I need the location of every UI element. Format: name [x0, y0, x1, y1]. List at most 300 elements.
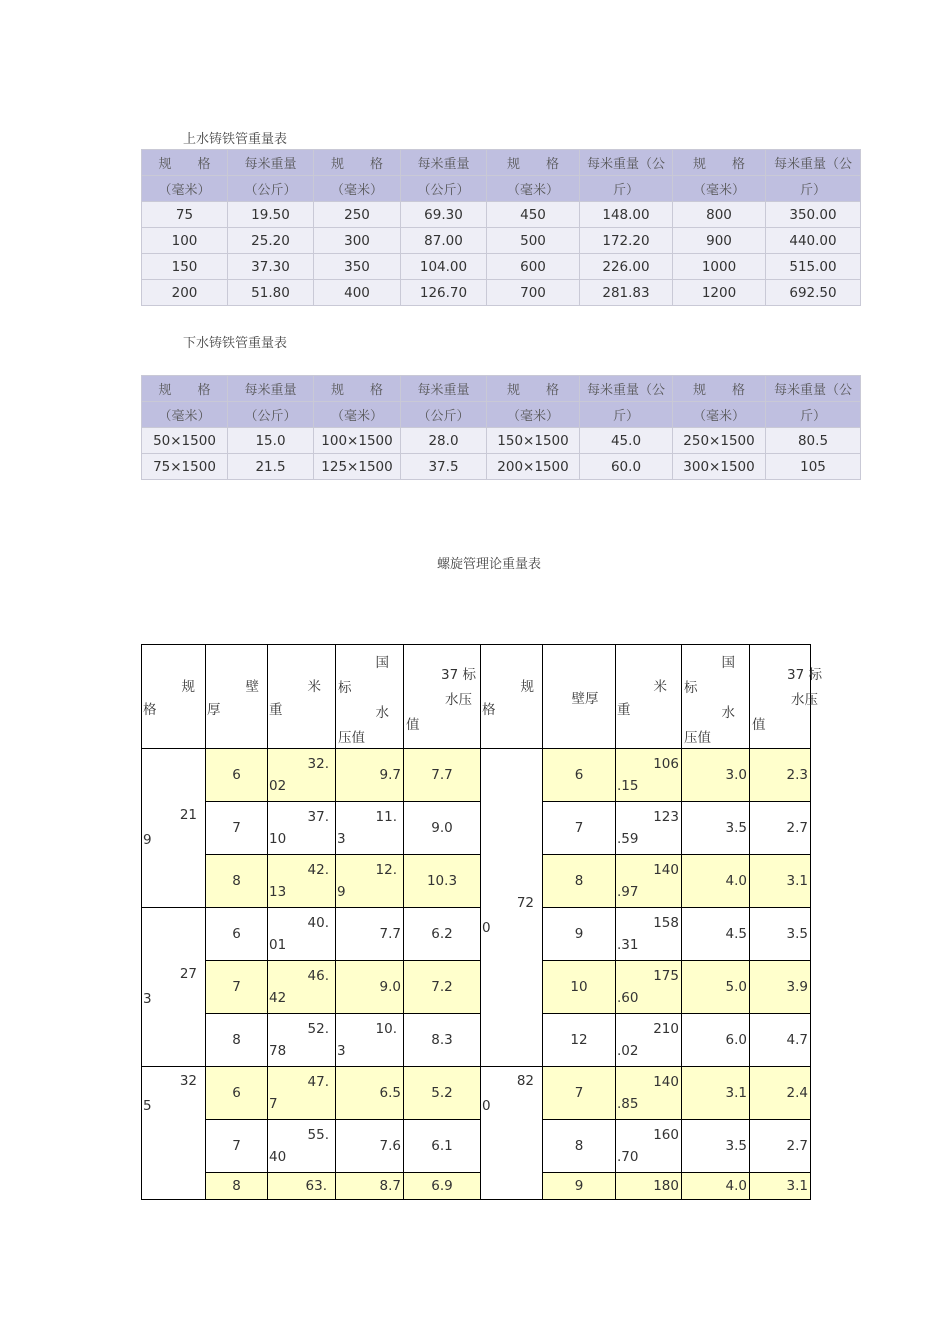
cell: 250×1500 [673, 428, 766, 454]
gb-cell [336, 1067, 404, 1120]
header-cell: （公斤） [228, 176, 314, 202]
cell-value: 4.0 [725, 873, 747, 889]
cell-value: 42. [307, 862, 329, 878]
cell-value: .02 [617, 1043, 639, 1059]
cell: 440.00 [766, 228, 861, 254]
cell-value: 7 [232, 820, 241, 836]
header-row [142, 402, 861, 428]
wall-cell [206, 1173, 268, 1200]
cell-value: 32. [307, 756, 329, 772]
weight-cell-2 [616, 749, 682, 802]
cell-value: 3.5 [786, 926, 808, 942]
header-cell: （毫米） [487, 176, 580, 202]
cell-value: 9.7 [379, 767, 401, 783]
cell: 51.80 [228, 280, 314, 306]
wall-cell-2 [543, 908, 616, 961]
cell-value: .70 [617, 1149, 639, 1165]
header-cell: 规 格 [487, 376, 580, 402]
header-cell: 规 格 [487, 150, 580, 176]
header-cell: （毫米） [673, 402, 766, 428]
cell-value: 13 [269, 884, 287, 900]
weight-cell [268, 855, 336, 908]
header-row [142, 150, 861, 176]
p37-cell-2 [750, 855, 811, 908]
cell-value: 10.3 [426, 873, 458, 889]
cell-value: 6 [232, 1085, 241, 1101]
wall-cell-2 [543, 1067, 616, 1120]
p37-cell [404, 1014, 481, 1067]
header-cell: （毫米） [673, 176, 766, 202]
spec-cell [142, 908, 206, 1067]
header-text: 米 [307, 679, 321, 695]
cell-value: 63. [305, 1178, 327, 1194]
cell: 150 [142, 254, 228, 280]
cell: 1000 [673, 254, 766, 280]
header-wall [206, 645, 268, 749]
header-text: 格 [143, 702, 157, 718]
spec-value: 32 [179, 1073, 197, 1089]
p37-cell [404, 1067, 481, 1120]
cell-value: .15 [617, 778, 639, 794]
cell: 104.00 [401, 254, 487, 280]
cell-value: 8 [232, 1032, 241, 1048]
header-gb-pressure [336, 645, 404, 749]
header-cell: （毫米） [487, 402, 580, 428]
cell-value: 8.7 [379, 1178, 401, 1194]
cell-value: .59 [617, 831, 639, 847]
cell: 350.00 [766, 202, 861, 228]
header-text: 规 [181, 679, 195, 695]
table-row [142, 1067, 811, 1120]
p37-cell-2 [750, 961, 811, 1014]
header-text: 米 [653, 679, 667, 695]
cell-value: 12 [570, 1032, 588, 1048]
p37-cell [404, 802, 481, 855]
cell-value: 2.4 [786, 1085, 808, 1101]
header-cell: 每米重量 [228, 376, 314, 402]
cell: 60.0 [580, 454, 673, 480]
wall-cell [206, 1067, 268, 1120]
cell-value: 37. [307, 809, 329, 825]
spec-cell [142, 749, 206, 908]
weight-cell [268, 1067, 336, 1120]
header-cell: 规 格 [314, 150, 401, 176]
wall-cell-2 [543, 855, 616, 908]
header-text: 水压 [445, 692, 472, 708]
table-row [142, 454, 861, 480]
weight-cell-2 [616, 1120, 682, 1173]
spec-cell-2 [481, 749, 543, 1067]
header-row [142, 645, 811, 749]
header-cell: 斤） [580, 176, 673, 202]
cell: 148.00 [580, 202, 673, 228]
cell-value: 40. [307, 915, 329, 931]
header-text: 壁厚 [571, 690, 599, 707]
weight-cell [268, 1120, 336, 1173]
header-text: 值 [752, 717, 766, 733]
cell: 69.30 [401, 202, 487, 228]
cell-value: 7.6 [379, 1138, 401, 1154]
cell-value: .60 [617, 990, 639, 1006]
cell-value: 12. [375, 862, 397, 878]
cell: 692.50 [766, 280, 861, 306]
cell: 100×1500 [314, 428, 401, 454]
header-cell: （公斤） [401, 402, 487, 428]
cell-value: 3.1 [786, 873, 808, 889]
cell: 15.0 [228, 428, 314, 454]
cell-value: 11. [375, 809, 397, 825]
cell-value: 3.5 [725, 1138, 747, 1154]
cell-value: 175 [653, 968, 679, 984]
weight-cell-2 [616, 855, 682, 908]
drain-pipe-table [141, 375, 861, 480]
p37-cell [404, 1120, 481, 1173]
header-cell: （毫米） [314, 176, 401, 202]
header-text: 标 [338, 680, 352, 696]
header-text: 厚 [207, 702, 221, 718]
cell-value: 6.5 [379, 1085, 401, 1101]
cell: 450 [487, 202, 580, 228]
gb-cell [336, 749, 404, 802]
spiral-pipe-table [141, 644, 822, 1200]
gb-cell-2 [682, 749, 750, 802]
cell-value: 9 [574, 926, 584, 942]
p37-cell [404, 855, 481, 908]
cell-value: .97 [617, 884, 639, 900]
gb-cell-2 [682, 961, 750, 1014]
cell: 28.0 [401, 428, 487, 454]
cell: 25.20 [228, 228, 314, 254]
header-text: 重 [269, 702, 283, 718]
table-row [142, 1120, 811, 1173]
weight-cell-2 [616, 908, 682, 961]
cell: 800 [673, 202, 766, 228]
header-spec [142, 645, 206, 749]
header-37-pressure [404, 645, 481, 749]
spec-cell [142, 1067, 206, 1200]
header-text: 37 标 [787, 667, 822, 683]
cell: 80.5 [766, 428, 861, 454]
cell-value: 6 [232, 767, 241, 783]
header-cell: 每米重量（公 [766, 376, 861, 402]
cell: 281.83 [580, 280, 673, 306]
weight-cell [268, 1014, 336, 1067]
header-cell: 每米重量 [401, 376, 487, 402]
header-cell: 规 格 [142, 150, 228, 176]
cell: 250 [314, 202, 401, 228]
cell: 900 [673, 228, 766, 254]
table-row [142, 1173, 811, 1200]
header-text: 壁 [245, 679, 259, 695]
p37-cell-2 [750, 908, 811, 961]
cell-value: 42 [269, 990, 287, 1006]
cell-value: 01 [269, 937, 287, 953]
header-text: 规 [520, 679, 534, 695]
weight-cell [268, 908, 336, 961]
p37-cell-2 [750, 1173, 811, 1200]
weight-cell-2 [616, 1067, 682, 1120]
spec-value: 5 [143, 1098, 152, 1114]
spec-value: 9 [143, 832, 152, 848]
spec-value: 27 [179, 966, 197, 982]
table1-title: 上水铸铁管重量表 [183, 132, 288, 147]
weight-cell [268, 802, 336, 855]
cell-value: 10 [570, 979, 588, 995]
header-cell: （公斤） [228, 402, 314, 428]
header-cell: 每米重量（公 [766, 150, 861, 176]
cell-value: 4.7 [786, 1032, 808, 1048]
header-wall-2 [543, 645, 616, 749]
cell: 19.50 [228, 202, 314, 228]
cell-value: 5.0 [725, 979, 747, 995]
cell: 515.00 [766, 254, 861, 280]
header-cell: （毫米） [314, 402, 401, 428]
weight-cell-2 [616, 1014, 682, 1067]
header-cell: （公斤） [401, 176, 487, 202]
cell-value: 8 [232, 1178, 241, 1194]
gb-cell [336, 961, 404, 1014]
cell-value: 52. [307, 1021, 329, 1037]
cell-value: 106 [653, 756, 679, 772]
cell-value: 8 [574, 1138, 584, 1154]
header-cell: 每米重量（公 [580, 150, 673, 176]
header-cell: 每米重量 [228, 150, 314, 176]
cell-value: 6.2 [431, 926, 453, 942]
table-row [142, 1014, 811, 1067]
cell-value: 9 [337, 884, 346, 900]
header-text: 重 [617, 702, 631, 718]
cell-value: 5.2 [431, 1085, 453, 1101]
header-cell: 斤） [580, 402, 673, 428]
p37-cell-2 [750, 802, 811, 855]
cell-value: 3.5 [725, 820, 747, 836]
cell-value: 160 [653, 1127, 679, 1143]
cell-value: 4.0 [725, 1178, 747, 1194]
cell-value: 7 [232, 1138, 241, 1154]
cell-value: 123 [653, 809, 679, 825]
header-cell: （毫米） [142, 402, 228, 428]
p37-cell [404, 961, 481, 1014]
cell-value: 3 [337, 1043, 346, 1059]
cell: 37.30 [228, 254, 314, 280]
table-row [142, 961, 811, 1014]
cell-value: .31 [617, 937, 639, 953]
cell-value: 6.1 [431, 1138, 453, 1154]
header-gb-pressure-2 [682, 645, 750, 749]
wall-cell-2 [543, 961, 616, 1014]
cell-value: 7.7 [431, 767, 453, 783]
header-text: 压值 [338, 730, 365, 746]
wall-cell [206, 749, 268, 802]
cell: 87.00 [401, 228, 487, 254]
cell: 500 [487, 228, 580, 254]
cell-value: 3.1 [786, 1178, 808, 1194]
cell: 75×1500 [142, 454, 228, 480]
table-row [142, 908, 811, 961]
gb-cell [336, 1120, 404, 1173]
wall-cell [206, 1120, 268, 1173]
cell-value: 3.1 [725, 1085, 747, 1101]
cell-value: 2.7 [786, 820, 808, 836]
table2-title: 下水铸铁管重量表 [183, 336, 288, 351]
cell-value: 6 [232, 926, 241, 942]
cell-value: 6.9 [431, 1178, 453, 1194]
header-weight [268, 645, 336, 749]
header-cell: 规 格 [142, 376, 228, 402]
gb-cell [336, 908, 404, 961]
cell: 126.70 [401, 280, 487, 306]
table-row [142, 749, 811, 802]
cell: 200×1500 [487, 454, 580, 480]
header-row [142, 376, 861, 402]
cell: 700 [487, 280, 580, 306]
cell-value: 8.3 [431, 1032, 453, 1048]
cell: 300 [314, 228, 401, 254]
cell-value: 47. [307, 1074, 329, 1090]
cell-value: 7.2 [431, 979, 453, 995]
header-text: 水 [375, 705, 389, 721]
cell: 350 [314, 254, 401, 280]
spec-value: 3 [143, 991, 152, 1007]
header-spec-2 [481, 645, 543, 749]
p37-cell [404, 1173, 481, 1200]
header-cell: 斤） [766, 402, 861, 428]
supply-pipe-table [141, 149, 861, 306]
cell: 172.20 [580, 228, 673, 254]
header-cell: 斤） [766, 176, 861, 202]
cell-value: 6 [574, 767, 584, 783]
table-row [142, 428, 861, 454]
header-cell: 规 格 [673, 376, 766, 402]
cell: 50×1500 [142, 428, 228, 454]
gb-cell [336, 1014, 404, 1067]
cell-value: 46. [307, 968, 329, 984]
cell-value: 158 [653, 915, 679, 931]
cell: 105 [766, 454, 861, 480]
table-row [142, 802, 811, 855]
header-row [142, 176, 861, 202]
cell-value: 8 [574, 873, 584, 889]
cell-value: 2.7 [786, 1138, 808, 1154]
cell-value: 7 [574, 820, 584, 836]
cell-value: 9.0 [431, 820, 453, 836]
cell: 75 [142, 202, 228, 228]
gb-cell [336, 1173, 404, 1200]
cell-value: 3 [337, 831, 346, 847]
weight-cell [268, 749, 336, 802]
weight-cell [268, 1173, 336, 1200]
header-text: 水压 [791, 692, 818, 708]
wall-cell [206, 802, 268, 855]
wall-cell-2 [543, 1173, 616, 1200]
wall-cell-2 [543, 749, 616, 802]
spec-value: 72 [516, 895, 534, 911]
table-row [142, 228, 861, 254]
cell-value: 7 [574, 1085, 584, 1101]
header-text: 标 [684, 680, 698, 696]
p37-cell [404, 908, 481, 961]
cell-value: 78 [269, 1043, 287, 1059]
table-row [142, 855, 811, 908]
cell: 150×1500 [487, 428, 580, 454]
wall-cell-2 [543, 802, 616, 855]
cell: 100 [142, 228, 228, 254]
weight-cell [268, 961, 336, 1014]
header-weight-2 [616, 645, 682, 749]
gb-cell-2 [682, 855, 750, 908]
cell-value: 3.0 [725, 767, 747, 783]
cell-value: 10. [375, 1021, 397, 1037]
cell-value: 9.0 [379, 979, 401, 995]
weight-cell-2 [616, 961, 682, 1014]
header-text: 值 [406, 717, 420, 733]
cell-value: 7 [269, 1096, 278, 1112]
header-text: 压值 [684, 730, 711, 746]
cell-value: 4.5 [725, 926, 747, 942]
header-cell: 每米重量 [401, 150, 487, 176]
cell: 226.00 [580, 254, 673, 280]
p37-cell [404, 749, 481, 802]
cell: 21.5 [228, 454, 314, 480]
cell-value: 2.3 [786, 767, 808, 783]
cell: 600 [487, 254, 580, 280]
table-row [142, 202, 861, 228]
wall-cell-2 [543, 1014, 616, 1067]
spec-cell-2 [481, 1067, 543, 1200]
cell: 125×1500 [314, 454, 401, 480]
cell: 300×1500 [673, 454, 766, 480]
wall-cell [206, 855, 268, 908]
table3-title: 螺旋管理论重量表 [437, 557, 542, 572]
wall-cell [206, 908, 268, 961]
header-cell: 规 格 [314, 376, 401, 402]
gb-cell [336, 855, 404, 908]
cell: 45.0 [580, 428, 673, 454]
gb-cell-2 [682, 1014, 750, 1067]
cell: 400 [314, 280, 401, 306]
header-text: 国 [375, 655, 389, 671]
cell-value: 55. [307, 1127, 329, 1143]
cell-value: 140 [653, 862, 679, 878]
table-row [142, 280, 861, 306]
cell-value: 6.0 [725, 1032, 747, 1048]
wall-cell-2 [543, 1120, 616, 1173]
cell: 1200 [673, 280, 766, 306]
cell-value: 7.7 [379, 926, 401, 942]
header-text: 水 [721, 705, 735, 721]
p37-cell-2 [750, 1120, 811, 1173]
p37-cell-2 [750, 1067, 811, 1120]
header-cell: （毫米） [142, 176, 228, 202]
cell: 37.5 [401, 454, 487, 480]
gb-cell [336, 802, 404, 855]
header-cell: 规 格 [673, 150, 766, 176]
cell-value: 10 [269, 831, 287, 847]
header-text: 格 [482, 702, 496, 718]
cell-value: 140 [653, 1074, 679, 1090]
p37-cell-2 [750, 1014, 811, 1067]
cell-value: 40 [269, 1149, 287, 1165]
weight-cell-2 [616, 802, 682, 855]
cell-value: 180 [653, 1178, 679, 1194]
gb-cell-2 [682, 802, 750, 855]
cell-value: 3.9 [786, 979, 808, 995]
cell-value: .85 [617, 1096, 639, 1112]
cell: 200 [142, 280, 228, 306]
wall-cell [206, 1014, 268, 1067]
spec-value: 21 [179, 807, 197, 823]
header-37-pressure-2 [750, 645, 822, 749]
